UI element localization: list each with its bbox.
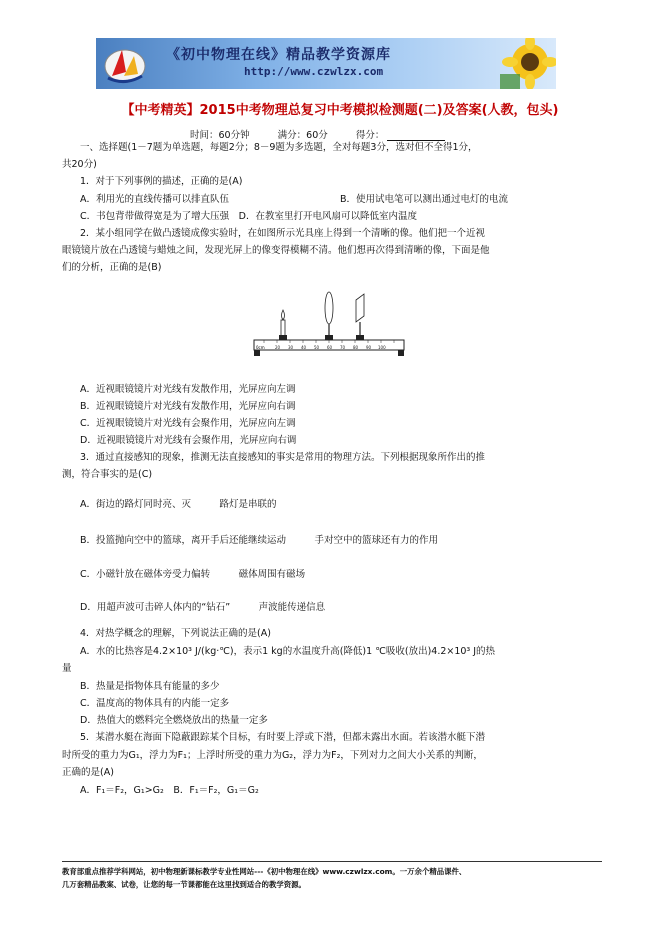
q3-option-d: D．用超声波可击碎人体内的“钻石” 声波能传递信息: [80, 602, 326, 613]
q4-option-b: B．热量是指物体具有能量的多少: [80, 681, 220, 692]
footer-divider: [62, 861, 602, 862]
bench-tick: 100: [378, 345, 386, 350]
header-banner: [96, 38, 556, 89]
question-3: 3．通过直接感知的现象，推测无法直接感知的事实是常用的物理方法。下列根据现象所作出的推: [80, 452, 486, 463]
question-4: 4．对热学概念的理解，下列说法正确的是(A): [80, 628, 271, 639]
question-5-cont2: 正确的是(A): [62, 767, 114, 778]
banner-title: 《初中物理在线》精品教学资源库: [166, 47, 391, 63]
q2-option-a: A．近视眼镜镜片对光线有发散作用，光屏应向左调: [80, 384, 296, 395]
q4-option-a-cont: 量: [62, 663, 72, 674]
q4-option-c: C．温度高的物体具有的内能一定多: [80, 698, 230, 709]
bench-tick: 20: [275, 345, 281, 350]
question-2-cont2: 们的分析，正确的是(B): [62, 262, 162, 273]
q3-option-a: A．街边的路灯同时亮、灭 路灯是串联的: [80, 499, 277, 510]
time-label: 时间：60分钟: [190, 130, 250, 141]
question-1: 1．对于下列事例的描述，正确的是(A): [80, 176, 243, 187]
banner-url[interactable]: http://www.czwlzx.com: [244, 65, 384, 78]
bench-tick: 80: [353, 345, 359, 350]
q1-option-b: B．使用试电笔可以测出通过电灯的电流: [340, 194, 509, 205]
footer-line-2: 几万套精品教案、试卷，让您的每一节课都能在这里找到适合的教学资源。: [62, 880, 306, 889]
optical-bench-figure: [250, 290, 410, 360]
light-screen-icon: [356, 294, 364, 340]
q1-option-cd: C．书包背带做得宽是为了增大压强 D．在教室里打开电风扇可以降低室内温度: [80, 211, 417, 222]
document-title: 【中考精英】2015中考物理总复习中考模拟检测题(二)及答案(人教，包头): [121, 103, 559, 118]
q2-option-b: B．近视眼镜镜片对光线有发散作用，光屏应向右调: [80, 401, 296, 412]
bench-tick: 60: [327, 345, 333, 350]
bench-tick: 70: [340, 345, 346, 350]
score-blank[interactable]: [387, 130, 445, 141]
bench-tick: 90: [366, 345, 372, 350]
bench-tick: 30: [288, 345, 294, 350]
q4-option-a: A．水的比热容是4.2×10³ J/(kg·℃)，表示1 kg的水温度升高(降低)1 ℃吸收(放出)4.2×10³ J的热: [80, 646, 496, 657]
bench-unit-label: 0cm: [256, 345, 265, 350]
convex-lens-icon: [325, 292, 333, 340]
q4-option-d: D．热值大的燃料完全燃烧放出的热量一定多: [80, 715, 268, 726]
q3-option-b: B．投篮抛向空中的篮球，离开手后还能继续运动 手对空中的篮球还有力的作用: [80, 535, 439, 546]
question-5: 5．某潜水艇在海面下隐蔽跟踪某个目标，有时要上浮或下潜，但都未露出水面。若该潜水艇下潜: [80, 732, 486, 743]
question-3-cont: 测，符合事实的是(C): [62, 469, 153, 480]
sunflower-icon: [500, 38, 556, 89]
candle-icon: [279, 310, 287, 340]
q2-option-d: D．近视眼镜镜片对光线有会聚作用，光屏应向右调: [80, 435, 297, 446]
section-heading-cont: 共20分): [62, 159, 97, 170]
page-footer: [62, 865, 602, 891]
q2-option-c: C．近视眼镜镜片对光线有会聚作用，光屏应向左调: [80, 418, 296, 429]
score-label: 得分：: [355, 130, 385, 141]
q5-options: A．F₁＝F₂，G₁>G₂ B．F₁＝F₂，G₁＝G₂: [80, 785, 259, 796]
question-5-cont: 时所受的重力为G₁，浮力为F₁；上浮时所受的重力为G₂，浮力为F₂，下列对力之间大小关系的判断，: [62, 750, 483, 761]
q3-option-c: C．小磁针放在磁体旁受力偏转 磁体周围有磁场: [80, 569, 306, 580]
site-logo-icon: [102, 42, 148, 86]
question-2: 2．某小组同学在做凸透镜成像实验时，在如图所示光具座上得到一个清晰的像。他们把一个近视: [80, 228, 486, 239]
footer-line-1: 教育部重点推荐学科网站，初中物理新课标教学专业性网站---《初中物理在线》www.czwlzx.com。一万余个精品课件、: [62, 867, 467, 876]
exam-meta: [190, 127, 445, 141]
full-score-label: 满分：60分: [277, 130, 328, 141]
section-heading: 一、选择题(1－7题为单选题，每题2分；8－9题为多选题，全对每题3分，选对但不全得1分，: [80, 142, 478, 153]
question-2-cont: 眼镜镜片放在凸透镜与蜡烛之间，发现光屏上的像变得模糊不清。他们想再次得到清晰的像，下面是他: [62, 245, 490, 256]
bench-tick: 50: [314, 345, 320, 350]
bench-tick: 40: [301, 345, 307, 350]
q1-option-a: A．利用光的直线传播可以排直队伍: [80, 194, 229, 205]
